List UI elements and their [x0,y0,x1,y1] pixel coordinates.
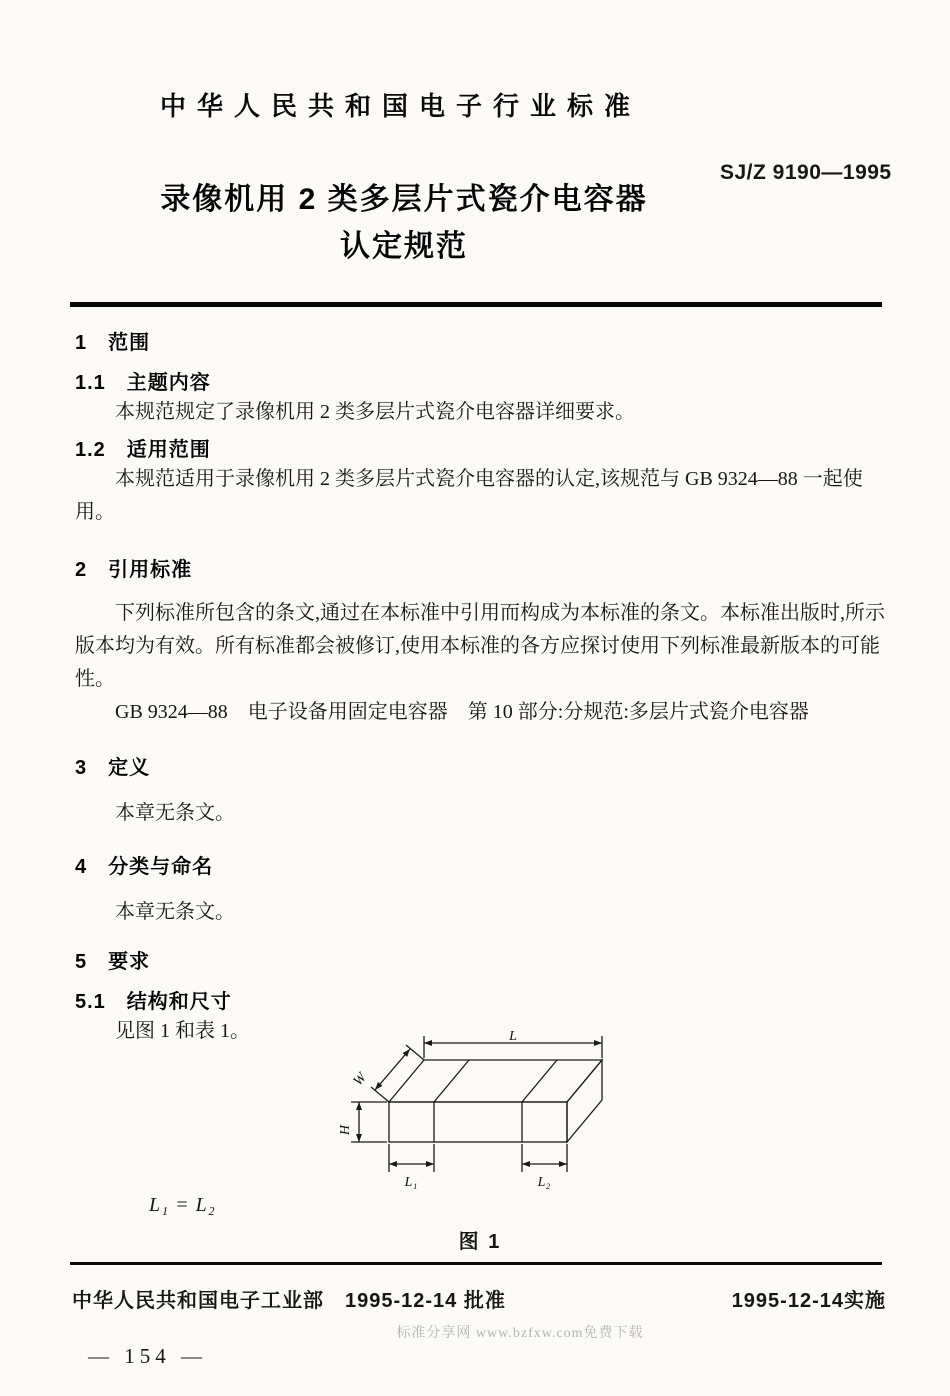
section-2-reference: GB 9324—88 电子设备用固定电容器 第 10 部分:分规范:多层片式瓷介电容器 [115,701,809,723]
section-1-heading: 1 范围 [75,332,151,354]
dim-W-ext-front [371,1087,389,1102]
figure-equation: L₁ = L₂ [149,1194,216,1216]
termination-line-left-top [434,1060,469,1102]
dim-label-H: H [338,1124,353,1136]
dim-label-L: L [509,1030,517,1044]
footer-divider [70,1262,882,1265]
page-number: — 154 — [88,1344,207,1368]
section-1-2-heading: 1.2 适用范围 [75,439,211,461]
document-title-line1: 录像机用 2 类多层片式瓷介电容器 [160,183,648,216]
dim-label-L2: L₂ [537,1175,551,1190]
chip-front-face [389,1102,567,1142]
section-5-1-paragraph: 见图 1 和表 1。 [115,1020,250,1042]
footer-approval-text: 中华人民共和国电子工业部 1995-12-14 批准 [72,1290,506,1312]
section-3-paragraph: 本章无条文。 [115,802,235,824]
section-4-paragraph: 本章无条文。 [115,901,235,923]
section-1-1-paragraph: 本规范规定了录像机用 2 类多层片式瓷介电容器详细要求。 [115,401,635,423]
figure-caption: 图 1 [458,1231,502,1253]
standard-org-title: 中华人民共和国电子行业标准 [160,91,642,121]
header-divider [70,302,882,307]
section-1-2-paragraph: 本规范适用于录像机用 2 类多层片式瓷介电容器的认定,该规范与 GB 9324—88 一起使用。 [75,468,863,523]
chip-right-face [567,1060,602,1142]
document-title-line2: 认定规范 [340,230,468,263]
section-1-1-heading: 1.1 主题内容 [75,372,211,394]
section-4-heading: 4 分类与命名 [75,856,214,878]
termination-line-right-top [522,1060,557,1102]
document-title [0,176,808,270]
dim-label-W: W [350,1070,370,1090]
footer-implementation-text: 1995-12-14实施 [731,1290,886,1312]
section-5-1-heading: 5.1 结构和尺寸 [75,991,232,1013]
capacitor-dimension-drawing [337,1030,629,1190]
dim-W-ext-back [406,1045,424,1060]
document-body [75,330,885,1259]
section-3-heading: 3 定义 [75,757,151,779]
figure-1 [337,1030,629,1190]
standard-number: SJ/Z 9190—1995 [720,161,892,184]
chip-top-face [389,1060,602,1102]
section-2-paragraph: 下列标准所包含的条文,通过在本标准中引用而构成为本标准的条文。本标准出版时,所示版本均为有效。所有标准都会被修订,使用本标准的各方应探讨使用下列标准最新版本的可能性。 [75,602,885,690]
watermark-text: 标准分享网 www.bzfxw.com免费下载 [396,1326,644,1341]
dim-label-L1: L₁ [404,1175,418,1190]
section-5-heading: 5 要求 [75,951,151,973]
section-2-heading: 2 引用标准 [75,559,193,581]
